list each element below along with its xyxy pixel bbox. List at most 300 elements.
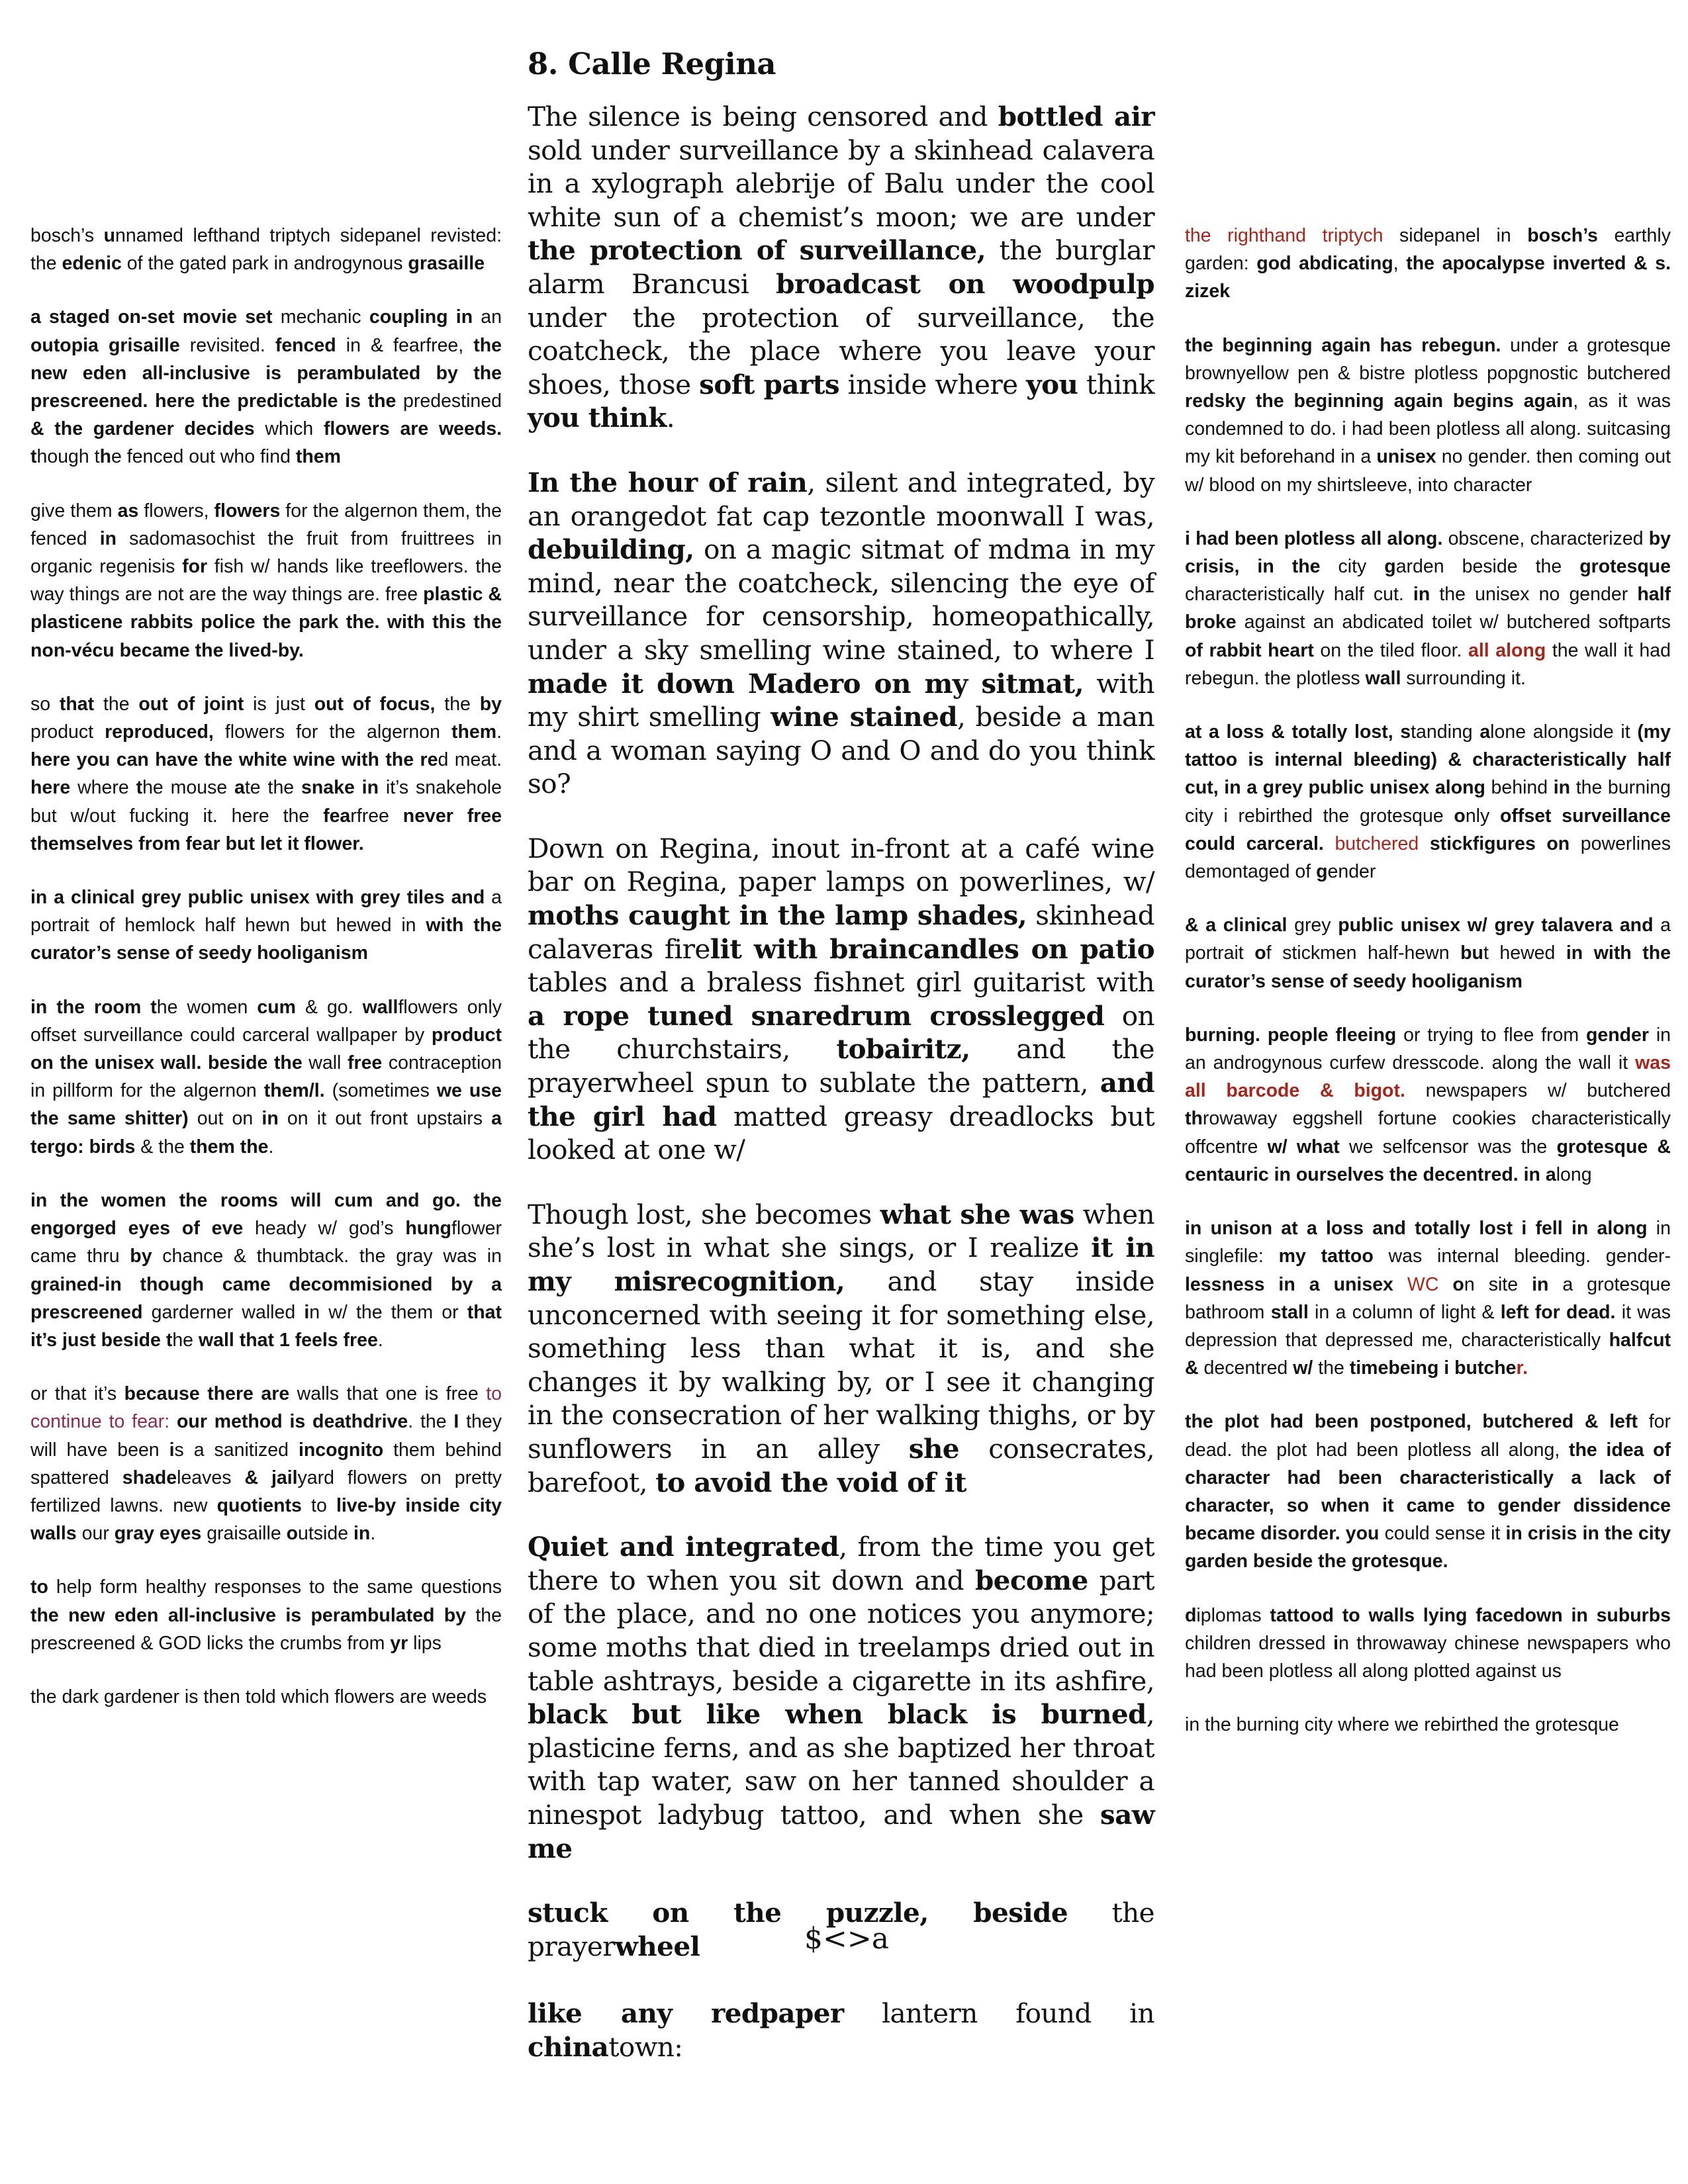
text-run: triptych bbox=[1322, 225, 1383, 246]
text-run: no gender. then coming out w/ blood on my shirtsleeve, into character bbox=[1185, 446, 1671, 496]
left-paragraph bbox=[30, 497, 502, 664]
text-run: tobairitz, bbox=[836, 1033, 970, 1066]
text-run: wall bbox=[362, 996, 399, 1018]
text-run: a bbox=[1479, 721, 1491, 743]
text-run: wine stained bbox=[771, 701, 958, 733]
right-paragraph bbox=[1185, 1711, 1671, 1739]
text-run bbox=[169, 1411, 177, 1432]
text-run: here bbox=[30, 777, 71, 799]
text-run: graisaille bbox=[201, 1523, 287, 1545]
text-run: d meat. bbox=[438, 749, 502, 771]
text-run: by bbox=[479, 693, 502, 715]
text-run: a portrait bbox=[1185, 915, 1671, 964]
left-paragraph bbox=[30, 222, 502, 277]
text-run: , beside a man and a woman saying O and O and do you think so? bbox=[528, 701, 1155, 800]
text-run: product on the unisex wall. beside the bbox=[30, 1024, 502, 1074]
text-run: in bbox=[1413, 584, 1430, 606]
text-run: our method is deathdrive bbox=[177, 1411, 408, 1433]
text-run: t hewed bbox=[1483, 942, 1566, 964]
text-run: of the gated park in androgynous bbox=[121, 253, 408, 275]
text-run: in a clinical grey public unisex with grey tiles and bbox=[30, 887, 485, 909]
text-run: Though lost, she becomes bbox=[528, 1198, 880, 1230]
right-paragraph bbox=[1185, 332, 1671, 499]
text-run: s a sanitized bbox=[174, 1439, 299, 1461]
text-run: chance & thumbtack. the gray was in bbox=[152, 1246, 502, 1267]
text-run: never free themselves from fear but let it flower. bbox=[30, 805, 502, 854]
text-run: children dressed bbox=[1185, 1632, 1334, 1654]
text-run: newspapers w/ butchered bbox=[1405, 1080, 1671, 1102]
text-run: our bbox=[76, 1523, 115, 1545]
left-paragraph bbox=[30, 1380, 502, 1547]
text-run: them bbox=[295, 446, 341, 468]
text-run: sold under surveillance by a skinhead calavera in a xylograph alebrije of Balu under the cool white sun of a chemist’s moon; we are under bbox=[528, 134, 1154, 233]
text-run: in bbox=[261, 1108, 279, 1130]
text-run: rfree bbox=[350, 805, 403, 827]
text-run: ender bbox=[1327, 861, 1376, 883]
text-run: and stay inside unconcerned with seeing it for something else, something less than what it is, and she changes it by walking by, or I see it changing in the consecration of her walking thighs, or by sunflowers in an alley bbox=[528, 1265, 1154, 1465]
text-run: lips bbox=[408, 1632, 442, 1654]
text-run: them the bbox=[189, 1136, 269, 1158]
text-run: gender bbox=[1585, 1024, 1649, 1046]
text-run: you think bbox=[528, 402, 667, 434]
text-run: leaves bbox=[177, 1467, 245, 1488]
text-run: earthly garden: bbox=[1185, 225, 1671, 275]
text-run: i bbox=[304, 1301, 310, 1323]
text-run: r. bbox=[1516, 1357, 1528, 1379]
text-run: china bbox=[528, 2030, 609, 2063]
text-run: bosch’s bbox=[1527, 225, 1598, 246]
text-run: public unisex w/ grey talavera and bbox=[1338, 915, 1654, 936]
text-run: to avoid the void of it bbox=[655, 1466, 966, 1498]
text-run: heady w/ god’s bbox=[243, 1218, 406, 1240]
text-run: nly bbox=[1465, 805, 1500, 827]
text-run: in & fearfree, bbox=[336, 334, 474, 356]
text-run: them behind spattered bbox=[30, 1439, 502, 1488]
text-run: was internal bleeding. gender- bbox=[1373, 1246, 1671, 1267]
text-run: the dark gardener is then told which flowers are weeds bbox=[30, 1686, 487, 1707]
text-run: stall bbox=[1270, 1301, 1309, 1323]
text-run: quotients bbox=[216, 1494, 302, 1516]
text-run: , bbox=[1393, 253, 1407, 275]
text-run: yr bbox=[390, 1632, 408, 1654]
text-run: with the curator’s sense of seedy hooliganism bbox=[30, 915, 502, 964]
text-run: o bbox=[1454, 805, 1466, 827]
main-paragraph bbox=[528, 1530, 1154, 1865]
text-run: t bbox=[30, 446, 37, 468]
main-paragraph bbox=[528, 100, 1154, 435]
text-run: on the tiled floor. bbox=[1313, 639, 1469, 661]
text-run: the protection of surveillance, bbox=[528, 234, 986, 267]
text-run: an bbox=[473, 306, 502, 328]
text-run: they will have been bbox=[30, 1411, 502, 1461]
text-run: help form healthy responses to the same questions bbox=[48, 1576, 502, 1598]
text-run: because there are bbox=[124, 1383, 290, 1405]
text-run: it in my misrecognition, bbox=[528, 1232, 1155, 1297]
text-run: the bbox=[435, 693, 480, 715]
text-run: out on bbox=[188, 1108, 262, 1130]
text-run: flower came thru bbox=[30, 1218, 502, 1267]
text-run: black but like when black is burned bbox=[528, 1698, 1147, 1731]
text-run: I bbox=[453, 1411, 459, 1433]
text-run: h bbox=[99, 446, 112, 468]
text-run: in the burning city where we rebirthed the grotesque bbox=[1185, 1714, 1619, 1736]
text-run: wall that 1 feels free bbox=[198, 1329, 378, 1351]
text-run: surrounding it. bbox=[1401, 667, 1526, 689]
text-run: flowers are weeds. bbox=[323, 418, 502, 440]
text-run: them bbox=[451, 721, 497, 743]
text-run: hough t bbox=[36, 446, 100, 468]
left-paragraph bbox=[30, 1573, 502, 1657]
text-run: burning. bbox=[1185, 1024, 1260, 1046]
text-run: . bbox=[268, 1136, 274, 1158]
text-run: to continue to fear: bbox=[30, 1383, 502, 1433]
text-run: where bbox=[70, 777, 136, 799]
main-paragraph bbox=[528, 466, 1154, 801]
text-run: wheel bbox=[615, 1930, 700, 1962]
left-sidepanel bbox=[30, 222, 502, 1737]
text-run bbox=[1324, 833, 1335, 854]
text-run: the wall it had rebegun. the plotless bbox=[1185, 639, 1671, 689]
text-run: and the girl had bbox=[528, 1067, 1154, 1132]
text-run: characteristically half cut. bbox=[1185, 584, 1413, 606]
text-run: left for dead. bbox=[1500, 1301, 1616, 1323]
text-run: & jail bbox=[244, 1467, 298, 1488]
text-run: rowaway eggshell fortune cookies characteristically offcentre bbox=[1185, 1108, 1671, 1158]
text-run: outopia grisaille bbox=[30, 334, 180, 356]
text-run: on the churchstairs, bbox=[528, 999, 1155, 1066]
text-run: in bbox=[1532, 1273, 1549, 1295]
text-run: on a magic sitmat of mdma in my mind, near the coatcheck, silencing the eye of surveillance for censorship, homeopathically, under a sky smelling wine stained, to where I bbox=[528, 533, 1154, 666]
text-run: broadcast on woodpulp bbox=[776, 267, 1154, 300]
text-run: a rope tuned snaredrum crosslegged bbox=[528, 999, 1105, 1032]
right-paragraph bbox=[1185, 222, 1671, 306]
text-run: bu bbox=[1460, 942, 1483, 964]
right-paragraph bbox=[1185, 1602, 1671, 1686]
text-run: (my tattoo is internal bleeding) & characteristically half cut, in a grey public unisex along bbox=[1185, 721, 1671, 799]
text-run: a bbox=[234, 777, 245, 799]
text-run: a tergo: birds bbox=[30, 1108, 502, 1158]
text-run: unisex bbox=[1376, 446, 1436, 468]
text-run: walls that one is free bbox=[289, 1383, 487, 1405]
text-run: god abdicating bbox=[1256, 253, 1393, 275]
text-run: flowers for the algernon bbox=[213, 721, 451, 743]
text-run: in singlefile: bbox=[1185, 1218, 1671, 1267]
text-run: he women bbox=[156, 996, 258, 1018]
text-run: te the bbox=[244, 777, 301, 799]
text-run: the burglar alarm Brancusi bbox=[528, 234, 1154, 300]
text-run: plastic & plasticene rabbits police the park the. with this the non-vécu became the lived-by. bbox=[30, 584, 502, 661]
text-run: yard flowers on pretty fertilized lawns. new bbox=[30, 1467, 502, 1516]
text-run: long bbox=[1556, 1163, 1592, 1185]
text-run: become bbox=[974, 1564, 1088, 1596]
text-run: at a loss & totally lost, s bbox=[1185, 721, 1411, 743]
text-run: halfcut & bbox=[1185, 1329, 1671, 1379]
text-run: stuck on the puzzle, beside bbox=[528, 1897, 1068, 1929]
text-run: when she’s lost in what she sings, or I realize bbox=[528, 1198, 1154, 1264]
right-sidepanel bbox=[1185, 222, 1671, 1764]
text-run: the burning city i rebirthed the grotesque bbox=[1185, 777, 1671, 827]
text-run: w/ what bbox=[1267, 1136, 1340, 1158]
text-run: incognito bbox=[298, 1439, 384, 1461]
left-paragraph bbox=[30, 993, 502, 1161]
text-run: under the protection of surveillance, the coatcheck, the place where you leave your shoes, those bbox=[528, 301, 1154, 400]
text-run: predestined bbox=[396, 390, 502, 412]
text-run: lit with braincandles on patio bbox=[710, 933, 1154, 965]
text-run: we use the same shitter) bbox=[30, 1080, 502, 1130]
text-run: to bbox=[30, 1576, 48, 1598]
text-run: the bbox=[1185, 225, 1211, 246]
right-paragraph bbox=[1185, 525, 1671, 692]
text-run: it was depression that depressed me, characteristically bbox=[1185, 1301, 1671, 1351]
text-run: flowers only offset surveillance could carceral wallpaper by bbox=[30, 996, 502, 1046]
text-run: the prescreened & GOD licks the crumbs from bbox=[30, 1604, 502, 1654]
text-run: tables and a braless fishnet girl guitarist with bbox=[528, 966, 1154, 999]
text-run: lessness in a unisex bbox=[1185, 1273, 1393, 1295]
right-paragraph bbox=[1185, 718, 1671, 886]
text-run: he bbox=[172, 1329, 199, 1351]
text-run: & the gardener decides bbox=[30, 418, 255, 440]
text-run: revisited. bbox=[179, 334, 275, 356]
text-run: the plot had been postponed, butchered & left bbox=[1185, 1411, 1638, 1433]
text-run: in with the curator’s sense of seedy hooliganism bbox=[1185, 942, 1671, 992]
right-paragraph bbox=[1185, 1408, 1671, 1575]
main-paragraph bbox=[528, 1198, 1154, 1499]
text-run: u bbox=[103, 225, 116, 246]
text-run: bottled air bbox=[998, 101, 1155, 132]
text-run: it’s snakehole but w/out fucking it. here the bbox=[30, 777, 502, 827]
text-run: city bbox=[1320, 556, 1385, 578]
text-run: the new eden all-inclusive is perambulated by bbox=[30, 1604, 466, 1626]
text-run: consecrates, barefoot, bbox=[528, 1432, 1154, 1498]
text-run: product bbox=[30, 721, 105, 743]
text-run: with my shirt smelling bbox=[528, 667, 1154, 733]
text-run: utside bbox=[298, 1523, 353, 1545]
text-run: part of the place, and no one notices you anymore; some moths that died in treelamps dried out in table ashtrays, beside a cigarette in its ashfire, bbox=[528, 1564, 1154, 1697]
text-run: which bbox=[254, 418, 324, 440]
text-run: . bbox=[496, 721, 502, 743]
text-run: fish w/ hands like treeflowers. the way things are not are the way things are. free bbox=[30, 556, 502, 606]
text-run: timebeing i butche bbox=[1349, 1357, 1517, 1379]
text-run: f stickmen half-hewn bbox=[1266, 942, 1461, 964]
text-run: half broke bbox=[1185, 584, 1671, 633]
text-run: & go. bbox=[295, 996, 363, 1018]
text-run: The silence is being censored and bbox=[528, 101, 998, 132]
text-run: o bbox=[1452, 1273, 1464, 1295]
text-run: i bbox=[169, 1439, 175, 1461]
right-paragraph bbox=[1185, 1214, 1671, 1382]
text-run: o bbox=[1254, 942, 1266, 964]
text-run: free bbox=[348, 1052, 383, 1074]
text-run: we selfcensor was the bbox=[1339, 1136, 1557, 1158]
text-run: th bbox=[1185, 1108, 1203, 1130]
text-run: flowers, bbox=[138, 500, 214, 522]
left-paragraph bbox=[30, 1187, 502, 1354]
text-run: , plasticine ferns, and as she baptized her throat with tap water, saw on her tanned shoulder a ninespot ladybug tattoo, and when she bbox=[528, 1698, 1154, 1831]
text-run: gray eyes bbox=[114, 1523, 202, 1545]
text-run: shade bbox=[122, 1467, 177, 1488]
text-run: think bbox=[1078, 368, 1154, 400]
text-run: offset surveillance could carceral. bbox=[1185, 805, 1671, 854]
text-run: was all barcode & bigot. bbox=[1185, 1052, 1671, 1102]
text-run: iplomas bbox=[1196, 1604, 1270, 1626]
text-run bbox=[1393, 1274, 1407, 1295]
text-run: you bbox=[1026, 368, 1078, 400]
text-run: powerlines demontaged of bbox=[1185, 833, 1671, 883]
text-run: is just bbox=[244, 693, 314, 715]
text-run: matted greasy dreadlocks but looked at one w/ bbox=[528, 1100, 1154, 1166]
text-run: of rabbit heart bbox=[1185, 639, 1314, 661]
text-run: grotesque bbox=[1579, 556, 1671, 578]
text-run bbox=[1438, 1274, 1452, 1295]
text-run: so bbox=[30, 693, 60, 715]
text-run: here you can have the white wine with the re bbox=[30, 749, 438, 771]
text-run: or trying to flee from bbox=[1396, 1024, 1586, 1046]
text-run: by bbox=[130, 1246, 152, 1267]
text-run: under a grotesque brownyellow pen & bistre plotless popgnostic butchered bbox=[1185, 334, 1671, 384]
text-run: the apocalypse inverted & s. zizek bbox=[1185, 253, 1671, 302]
text-run: n w/ the them or bbox=[309, 1301, 467, 1323]
main-prose bbox=[528, 100, 1154, 2064]
text-run: wall bbox=[1365, 667, 1401, 689]
text-run: snake in bbox=[301, 777, 379, 799]
text-run: a staged on-set movie set bbox=[30, 306, 273, 328]
text-run: as bbox=[117, 500, 139, 522]
text-run: . the bbox=[408, 1411, 454, 1433]
text-run: fenced bbox=[275, 334, 336, 356]
text-run: in bbox=[99, 527, 117, 549]
text-run: the bbox=[1313, 1357, 1350, 1379]
text-run: . bbox=[666, 402, 675, 434]
text-run: for the algernon them, the fenced bbox=[30, 500, 502, 549]
text-run: to bbox=[301, 1494, 336, 1516]
text-run: in the room t bbox=[30, 996, 157, 1018]
text-run: obscene, characterized bbox=[1442, 527, 1649, 549]
text-run: that bbox=[59, 693, 95, 715]
text-run: g bbox=[1316, 861, 1328, 883]
left-paragraph bbox=[30, 884, 502, 968]
text-run: In the hour of rain bbox=[528, 466, 808, 498]
text-run: tattood to walls lying facedown in suburbs bbox=[1270, 1604, 1671, 1626]
text-run: town: bbox=[608, 2030, 683, 2063]
text-run: in the women the rooms will cum and go. the engorged eyes of eve bbox=[30, 1189, 502, 1240]
text-run: people fleeing bbox=[1267, 1024, 1397, 1046]
text-run: , silent and integrated, by an orangedot fat cap tezontle moonwall I was, bbox=[528, 466, 1154, 532]
text-run: butchered bbox=[1335, 833, 1419, 854]
text-run: skinhead calaveras fire bbox=[528, 899, 1154, 965]
text-run: give them bbox=[30, 500, 118, 522]
text-run: Down on Regina, inout in-front at a café wine bar on Regina, paper lamps on powerlines, w/ bbox=[528, 832, 1154, 898]
text-run: all along bbox=[1468, 639, 1546, 661]
text-run: . bbox=[377, 1329, 383, 1351]
text-run: o bbox=[286, 1523, 299, 1545]
text-run: hung bbox=[405, 1218, 451, 1240]
text-run: in unison at a loss and totally lost i fell in along bbox=[1185, 1218, 1648, 1240]
text-run: made it down Madero on my sitmat, bbox=[528, 667, 1084, 700]
text-run: what she was bbox=[880, 1198, 1074, 1230]
text-run: flowers bbox=[214, 500, 281, 522]
text-run: edenic bbox=[62, 253, 122, 275]
text-run: wall bbox=[302, 1052, 348, 1074]
left-paragraph bbox=[30, 1683, 502, 1711]
text-run: cum bbox=[257, 996, 296, 1018]
text-run: coupling in bbox=[369, 306, 473, 328]
text-run: n site bbox=[1464, 1273, 1532, 1295]
text-run: & the bbox=[135, 1136, 190, 1158]
text-run: saw me bbox=[528, 1798, 1154, 1864]
text-run: contraception in pillform for the algernon bbox=[30, 1052, 502, 1102]
text-run: Quiet and integrated bbox=[528, 1531, 839, 1563]
main-column bbox=[528, 46, 1154, 2097]
text-run: out of focus, bbox=[314, 693, 436, 715]
text-run: , from the time you get there to when you sit down and bbox=[528, 1531, 1154, 1596]
text-run: could sense it bbox=[1379, 1523, 1506, 1545]
text-run: soft parts bbox=[699, 368, 839, 400]
text-run: decentred bbox=[1198, 1357, 1293, 1379]
text-run: i bbox=[1333, 1632, 1338, 1654]
text-run: grained-in though came decommisioned by a prescreened bbox=[30, 1273, 502, 1323]
text-run: stickfigures on bbox=[1429, 833, 1570, 854]
text-run: the beginning again has rebegun. bbox=[1185, 334, 1501, 356]
text-run: e fenced out who find bbox=[111, 446, 296, 468]
text-run: in a column of light & bbox=[1308, 1301, 1501, 1323]
text-run: grey bbox=[1287, 915, 1338, 936]
text-run: g bbox=[1384, 556, 1396, 578]
text-run bbox=[1260, 1024, 1268, 1046]
text-run: grotesque & centauric in ourselves the decentred. in a bbox=[1185, 1136, 1671, 1185]
text-run: reproduced, bbox=[105, 721, 214, 743]
text-run: in an androgynous curfew dresscode. along the wall it bbox=[1185, 1024, 1671, 1074]
text-run: bosch’s bbox=[30, 225, 104, 246]
text-run: fea bbox=[323, 805, 351, 827]
text-run bbox=[1419, 833, 1430, 854]
text-run: my tattoo bbox=[1278, 1246, 1374, 1267]
text-run: mechanic bbox=[272, 306, 369, 328]
text-run: the new eden all-inclusive is perambulated by the prescreened. here the predictable is the bbox=[30, 334, 502, 412]
text-run: them/l. bbox=[263, 1080, 325, 1102]
text-run: WC bbox=[1407, 1273, 1439, 1295]
text-run: garderner walled bbox=[142, 1301, 305, 1323]
text-run: tanding bbox=[1411, 721, 1480, 743]
text-run: by crisis, in the bbox=[1185, 527, 1671, 578]
left-paragraph bbox=[30, 690, 502, 858]
text-run: a portrait of hemlock half hewn but hewed in bbox=[30, 887, 502, 936]
text-run: nnamed lefthand triptych sidepanel revisted: the bbox=[30, 225, 502, 275]
text-run: on it out front upstairs bbox=[278, 1108, 492, 1130]
text-run: out of joint bbox=[138, 693, 244, 715]
text-run: & a clinical bbox=[1185, 915, 1288, 936]
text-run: grasaille bbox=[408, 253, 485, 275]
text-run: the idea of character had been characteristically a lack of character, so when it came to gender dissidence became disorder. you bbox=[1185, 1439, 1671, 1545]
text-run: sadomasochist the fruit from fruittrees in organic regenisis bbox=[30, 527, 502, 578]
text-run: t bbox=[136, 777, 143, 799]
text-run: or that it’s bbox=[30, 1383, 124, 1405]
signature: $<>a bbox=[804, 1922, 889, 1956]
text-run: behind bbox=[1485, 777, 1554, 799]
text-run: and the prayerwheel spun to sublate the pattern, bbox=[528, 1033, 1154, 1099]
text-run: the bbox=[94, 693, 139, 715]
text-run: lone alongside it bbox=[1490, 721, 1638, 743]
text-run: in crisis in the city garden beside the grotesque. bbox=[1185, 1523, 1671, 1572]
right-paragraph bbox=[1185, 1021, 1671, 1189]
right-paragraph bbox=[1185, 911, 1671, 995]
text-run: debuilding, bbox=[528, 533, 694, 566]
text-run: the unisex no gender bbox=[1430, 584, 1638, 606]
text-run: a grotesque bathroom bbox=[1185, 1273, 1671, 1323]
text-run: for dead. the plot had been plotless all along, bbox=[1185, 1411, 1671, 1461]
text-run: arden beside the bbox=[1395, 556, 1580, 578]
left-paragraph bbox=[30, 303, 502, 471]
main-paragraph bbox=[528, 1997, 1154, 2064]
